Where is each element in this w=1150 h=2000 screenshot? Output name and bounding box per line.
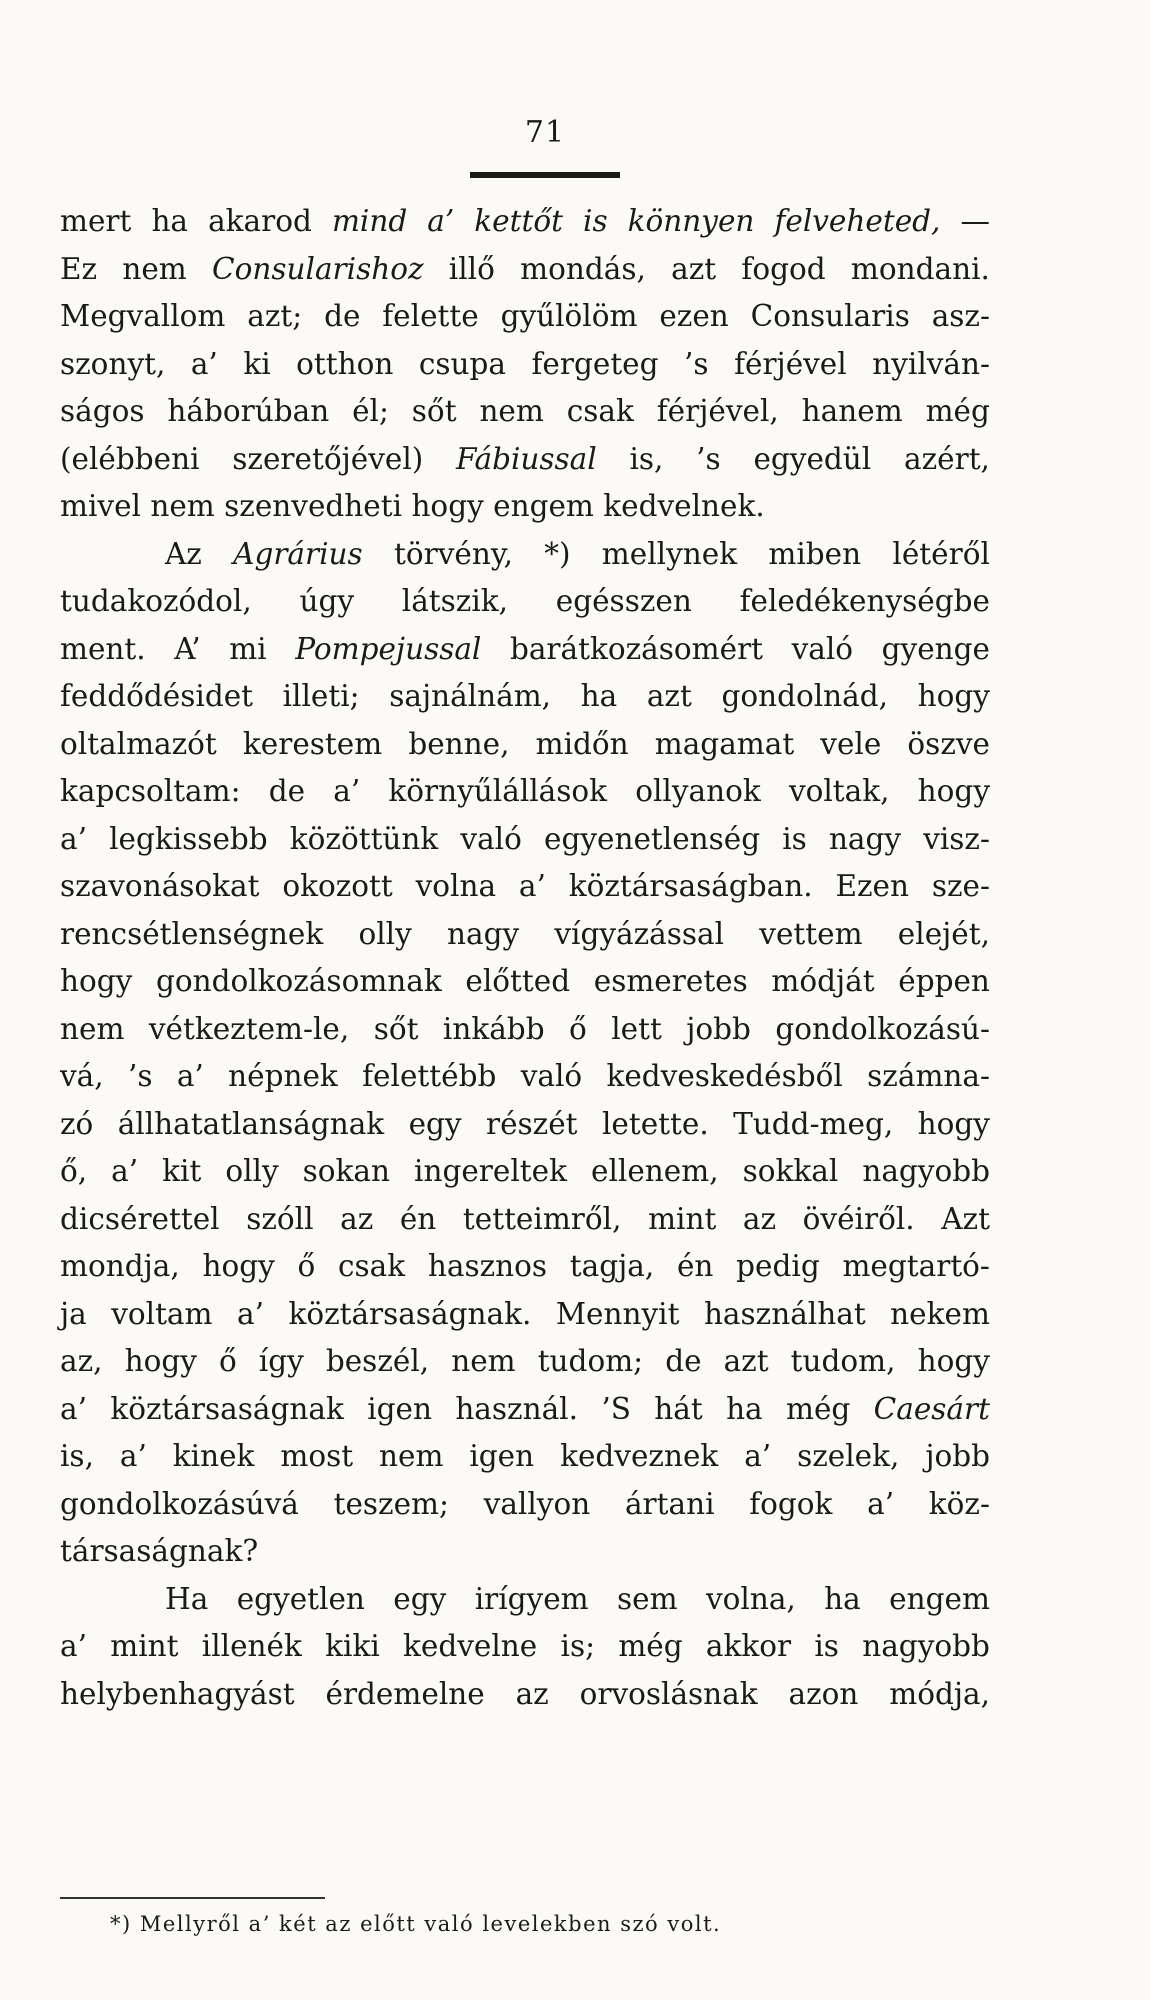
text-line bbox=[60, 863, 990, 911]
word: feledékenységbe bbox=[739, 584, 990, 618]
word: használhat bbox=[703, 1296, 866, 1331]
word: állhatatlanságnak bbox=[117, 1106, 385, 1141]
text-line bbox=[60, 1338, 990, 1386]
word: ’s bbox=[684, 346, 709, 381]
word: barátkozásomért bbox=[509, 631, 764, 666]
word: ’s bbox=[127, 1059, 153, 1093]
text-line bbox=[60, 1148, 990, 1196]
word: engem bbox=[889, 1581, 990, 1616]
word: sem bbox=[617, 1581, 678, 1616]
word: gyűlölöm bbox=[500, 299, 638, 333]
word: módját bbox=[771, 964, 875, 998]
word: gyenge bbox=[881, 631, 990, 666]
word: látszik, bbox=[401, 584, 509, 618]
word: asz- bbox=[931, 299, 990, 333]
word: kettőt bbox=[474, 204, 563, 238]
word: használ. bbox=[455, 1391, 578, 1426]
text-line bbox=[60, 958, 990, 1006]
word: mind bbox=[331, 204, 408, 238]
word: Ezen bbox=[835, 869, 910, 903]
word: rencsétlenségnek bbox=[60, 916, 324, 951]
text-line bbox=[60, 1433, 990, 1481]
word: vallyon bbox=[483, 1486, 591, 1521]
word: egésszen bbox=[555, 584, 692, 618]
word: nem bbox=[479, 394, 544, 428]
word: zó bbox=[60, 1106, 94, 1141]
word: a’ bbox=[867, 1486, 895, 1521]
word: Pompejussal bbox=[295, 631, 482, 666]
text-line bbox=[60, 341, 990, 389]
word: sokkal bbox=[742, 1154, 839, 1188]
word: irígyem bbox=[474, 1581, 589, 1616]
word: (elébbeni bbox=[60, 441, 200, 476]
word: ment. bbox=[60, 631, 146, 666]
word: Agrárius bbox=[233, 536, 363, 571]
word: szelek, bbox=[797, 1439, 900, 1473]
word: pedig bbox=[736, 1249, 820, 1283]
word: kit bbox=[162, 1154, 202, 1188]
word: olly bbox=[358, 916, 412, 951]
word: ságos bbox=[60, 394, 145, 428]
word: is, bbox=[629, 441, 664, 476]
word: mert bbox=[60, 204, 132, 238]
word: ezen bbox=[659, 299, 729, 333]
word: helybenhagyást bbox=[60, 1676, 295, 1711]
word: hogy bbox=[60, 964, 133, 998]
word: mivel bbox=[60, 489, 151, 523]
word: környűlállások bbox=[388, 774, 608, 808]
word: nem bbox=[60, 1011, 125, 1046]
word: részét bbox=[485, 1106, 578, 1141]
text-line bbox=[60, 531, 990, 579]
word: társaságnak? bbox=[60, 1534, 259, 1568]
word: engem bbox=[493, 489, 604, 523]
word: nagyobb bbox=[862, 1629, 990, 1663]
word: fergeteg bbox=[531, 346, 659, 381]
word: tudom, bbox=[790, 1344, 896, 1378]
word: olly bbox=[225, 1154, 279, 1188]
word: az bbox=[515, 1676, 549, 1711]
word: voltam bbox=[111, 1296, 213, 1331]
word: de bbox=[665, 1344, 702, 1378]
word: nagy bbox=[447, 916, 520, 951]
word: is bbox=[782, 821, 807, 856]
word: teszem; bbox=[333, 1486, 449, 1521]
word: is bbox=[583, 204, 608, 238]
word: ártani bbox=[624, 1486, 715, 1521]
word: kedveskedésből bbox=[606, 1059, 843, 1093]
word: ha bbox=[824, 1581, 861, 1616]
word: elejét, bbox=[897, 916, 990, 951]
word: igen bbox=[469, 1439, 535, 1473]
word: ki bbox=[243, 346, 271, 381]
word: én bbox=[399, 1201, 437, 1236]
word: hát bbox=[654, 1391, 703, 1426]
word: ő bbox=[297, 1249, 316, 1283]
word: Consularis bbox=[750, 299, 910, 333]
word: közöttünk bbox=[289, 821, 439, 856]
word: csak bbox=[338, 1249, 406, 1283]
word: a’ bbox=[744, 1439, 772, 1473]
word: mint bbox=[648, 1201, 717, 1236]
word: hasznos bbox=[427, 1249, 548, 1283]
text-line bbox=[60, 768, 990, 816]
word: Megvallom bbox=[60, 299, 226, 333]
word: azért, bbox=[904, 441, 990, 476]
word: éppen bbox=[898, 964, 990, 998]
word: — bbox=[960, 204, 990, 238]
text-line bbox=[60, 388, 990, 436]
word: vettem bbox=[759, 916, 863, 951]
word: vétkeztem-le, bbox=[148, 1011, 350, 1046]
word: hogy bbox=[411, 489, 494, 523]
word: fogok bbox=[749, 1486, 833, 1521]
word: akarod bbox=[208, 204, 312, 238]
word: él; bbox=[352, 394, 389, 428]
word: a’ bbox=[190, 346, 218, 381]
word: akkor bbox=[705, 1629, 792, 1663]
word: letette. bbox=[601, 1106, 709, 1141]
word: kapcsoltam: bbox=[60, 774, 241, 808]
text-line bbox=[60, 1053, 990, 1101]
word: esmeretes bbox=[593, 964, 748, 998]
word: való bbox=[791, 631, 854, 666]
text-line bbox=[60, 1528, 990, 1576]
word: inkább bbox=[442, 1011, 545, 1046]
book-page bbox=[60, 0, 990, 2000]
word: A’ bbox=[174, 631, 201, 666]
word: szavonásokat bbox=[60, 869, 260, 903]
word: illenék bbox=[201, 1629, 302, 1663]
word: szonyt, bbox=[60, 346, 166, 381]
word: azt; bbox=[247, 299, 303, 333]
word: férjével bbox=[734, 346, 847, 381]
word: Ez bbox=[60, 251, 98, 286]
word: illő bbox=[448, 251, 495, 286]
word: *) bbox=[544, 536, 571, 571]
word: kiki bbox=[325, 1629, 380, 1663]
word: ’s bbox=[696, 441, 721, 476]
word: könnyen bbox=[627, 204, 755, 238]
word: nem bbox=[122, 251, 187, 286]
word: az bbox=[340, 1201, 374, 1236]
word: nem bbox=[379, 1439, 444, 1473]
word: az bbox=[742, 1201, 777, 1236]
word: nem bbox=[451, 1344, 516, 1378]
word: hogy bbox=[202, 1249, 275, 1283]
word: még bbox=[618, 1629, 683, 1663]
word: Azt bbox=[941, 1201, 990, 1236]
text-line bbox=[60, 1671, 990, 1719]
text-line bbox=[60, 246, 990, 294]
word: a’ bbox=[333, 774, 361, 808]
word: köz- bbox=[928, 1486, 990, 1521]
word: szeretőjével) bbox=[232, 441, 424, 476]
word: is; bbox=[560, 1629, 596, 1663]
word: még bbox=[925, 394, 990, 428]
word: egyedül bbox=[753, 441, 872, 476]
word: sőt bbox=[373, 1011, 419, 1046]
word: a’ bbox=[427, 204, 455, 238]
word: ő bbox=[569, 1011, 587, 1046]
word: így bbox=[258, 1344, 304, 1378]
word: fogod bbox=[741, 251, 826, 286]
word: kerestem bbox=[242, 726, 383, 761]
text-line bbox=[60, 1576, 990, 1624]
word: azt bbox=[723, 1344, 769, 1378]
word: most bbox=[280, 1439, 354, 1473]
word: érdemelne bbox=[325, 1676, 485, 1711]
word: feddődésidet bbox=[60, 679, 254, 713]
word: dicsérettel bbox=[60, 1201, 220, 1236]
word: oltalmazót bbox=[60, 726, 217, 761]
word: a’ bbox=[236, 1296, 264, 1331]
word: ha bbox=[726, 1391, 763, 1426]
word: ő, bbox=[60, 1154, 88, 1188]
word: Az bbox=[165, 536, 202, 571]
word: csak bbox=[566, 394, 634, 428]
word: köztársaságnak. bbox=[288, 1296, 532, 1331]
text-line bbox=[60, 721, 990, 769]
word: tudakozódol, bbox=[60, 584, 252, 618]
word: a’ bbox=[176, 1059, 204, 1093]
word: ő bbox=[218, 1344, 237, 1378]
word: mi bbox=[229, 631, 267, 666]
word: okozott bbox=[282, 869, 393, 903]
word: felettébb bbox=[362, 1059, 497, 1093]
word: azt bbox=[671, 251, 717, 286]
header-rule bbox=[470, 172, 620, 178]
footnote-rule bbox=[60, 1897, 325, 1899]
word: nekem bbox=[890, 1296, 990, 1331]
word: sőt bbox=[411, 394, 457, 428]
word: megtartó- bbox=[842, 1249, 990, 1283]
word: vele bbox=[820, 726, 882, 761]
word: köztársaságnak bbox=[110, 1391, 344, 1426]
word: is, bbox=[60, 1439, 94, 1473]
word: a’ bbox=[60, 821, 87, 856]
word: köztársaságban. bbox=[568, 869, 813, 903]
word: mondja, bbox=[60, 1249, 180, 1283]
word: azon bbox=[788, 1676, 859, 1711]
word: ’S bbox=[601, 1391, 631, 1426]
word: való bbox=[460, 821, 522, 856]
word: vá, bbox=[60, 1059, 104, 1093]
word: hogy bbox=[917, 774, 990, 808]
word: Mennyit bbox=[555, 1296, 680, 1331]
word: hogy bbox=[917, 679, 990, 713]
word: hanem bbox=[801, 394, 903, 428]
word: kedveznek bbox=[560, 1439, 719, 1473]
word: előtted bbox=[465, 964, 571, 998]
word: ha bbox=[580, 679, 618, 713]
word: mondás, bbox=[520, 251, 646, 286]
word: felveheted, bbox=[774, 204, 941, 238]
word: jobb bbox=[686, 1011, 751, 1046]
text-line bbox=[60, 816, 990, 864]
text-line bbox=[60, 436, 990, 484]
word: lett bbox=[611, 1011, 662, 1046]
text-line bbox=[60, 293, 990, 341]
word: kinek bbox=[172, 1439, 255, 1473]
word: ingereltek bbox=[414, 1154, 567, 1188]
word: Fábiussal bbox=[456, 441, 597, 476]
word: benne, bbox=[408, 726, 510, 761]
word: övéiről. bbox=[802, 1201, 915, 1236]
page-number: 71 bbox=[524, 115, 566, 150]
word: voltak, bbox=[788, 774, 890, 808]
word: sokan bbox=[302, 1154, 391, 1188]
word: még bbox=[786, 1391, 851, 1426]
word: kedvelnek. bbox=[603, 489, 765, 523]
word: módja, bbox=[889, 1676, 990, 1711]
word: tudom; bbox=[537, 1344, 644, 1378]
word: egyetlen bbox=[236, 1581, 365, 1616]
text-line bbox=[60, 626, 990, 674]
word: hogy bbox=[124, 1344, 197, 1378]
word: férjével, bbox=[656, 394, 779, 428]
word: szóll bbox=[246, 1201, 314, 1236]
footnote: *) Mellyről a’ két az előtt való levelekben szó volt. bbox=[110, 1912, 722, 1936]
word: kedvelne bbox=[403, 1629, 538, 1663]
word: a’ bbox=[518, 869, 546, 903]
word: volna bbox=[415, 869, 497, 903]
word: gondolkozású- bbox=[775, 1011, 990, 1046]
word: ja bbox=[60, 1296, 87, 1331]
text-line bbox=[60, 1196, 990, 1244]
word: Caesárt bbox=[873, 1391, 990, 1426]
word: nagyobb bbox=[862, 1154, 990, 1188]
word: háborúban bbox=[167, 394, 330, 428]
word: ollyanok bbox=[635, 774, 761, 808]
word: magamat bbox=[654, 726, 795, 761]
word: beszél, bbox=[325, 1344, 430, 1378]
word: midőn bbox=[535, 726, 629, 761]
word: egyenetlenség bbox=[543, 821, 761, 856]
word: nagy bbox=[828, 821, 902, 856]
text-line bbox=[60, 1243, 990, 1291]
word: mellynek bbox=[601, 536, 738, 571]
word: is bbox=[814, 1629, 839, 1663]
word: Ha bbox=[165, 1581, 209, 1616]
word: mondani. bbox=[850, 251, 990, 286]
word: vígyázással bbox=[554, 916, 725, 951]
text-line bbox=[60, 483, 990, 531]
word: Tudd-meg, bbox=[733, 1106, 894, 1141]
word: sajnálnám, bbox=[389, 679, 552, 713]
word: Consularishoz bbox=[212, 251, 424, 286]
word: egy bbox=[408, 1106, 462, 1141]
text-line bbox=[60, 911, 990, 959]
word: hogy bbox=[917, 1344, 990, 1378]
word: egy bbox=[393, 1581, 447, 1616]
word: ha bbox=[151, 204, 189, 238]
word: illeti; bbox=[282, 679, 360, 713]
body-text bbox=[60, 198, 990, 1718]
text-line bbox=[60, 1386, 990, 1434]
word: való bbox=[520, 1059, 583, 1093]
word: legkissebb bbox=[109, 821, 268, 856]
text-line bbox=[60, 1481, 990, 1529]
word: sze- bbox=[931, 869, 990, 903]
word: gondolnád, bbox=[721, 679, 889, 713]
word: mint bbox=[110, 1629, 179, 1663]
word: én bbox=[676, 1249, 714, 1283]
word: de bbox=[324, 299, 361, 333]
word: igen bbox=[367, 1391, 432, 1426]
word: számna- bbox=[867, 1059, 990, 1093]
text-line bbox=[60, 1623, 990, 1671]
word: gondolkozásomnak bbox=[155, 964, 442, 998]
word: ellenem, bbox=[591, 1154, 719, 1188]
word: visz- bbox=[923, 821, 990, 856]
word: öszve bbox=[907, 726, 990, 761]
word: népnek bbox=[228, 1059, 338, 1093]
text-line bbox=[60, 1006, 990, 1054]
text-line bbox=[60, 198, 990, 246]
word: a’ bbox=[119, 1439, 147, 1473]
word: nem bbox=[150, 489, 225, 523]
word: a’ bbox=[111, 1154, 139, 1188]
word: felette bbox=[382, 299, 479, 333]
text-line bbox=[60, 1101, 990, 1149]
word: a’ bbox=[60, 1629, 87, 1663]
word: a’ bbox=[60, 1391, 87, 1426]
word: tagja, bbox=[569, 1249, 655, 1283]
word: otthon bbox=[296, 346, 394, 381]
word: gondolkozásúvá bbox=[60, 1486, 299, 1521]
word: orvoslásnak bbox=[579, 1676, 758, 1711]
word: csupa bbox=[418, 346, 506, 381]
word: nyilván- bbox=[872, 346, 990, 381]
word: de bbox=[268, 774, 306, 808]
word: az, bbox=[60, 1344, 103, 1378]
word: úgy bbox=[299, 584, 355, 618]
word: azt bbox=[646, 679, 692, 713]
word: szenvedheti bbox=[224, 489, 412, 523]
text-line bbox=[60, 578, 990, 626]
word: jobb bbox=[925, 1439, 990, 1473]
word: volna, bbox=[705, 1581, 796, 1616]
word: miben bbox=[768, 536, 862, 571]
word: tetteimről, bbox=[462, 1201, 622, 1236]
text-line bbox=[60, 673, 990, 721]
text-line bbox=[60, 1291, 990, 1339]
word: létéről bbox=[892, 536, 990, 571]
word: hogy bbox=[917, 1106, 990, 1141]
word: törvény, bbox=[393, 536, 513, 571]
